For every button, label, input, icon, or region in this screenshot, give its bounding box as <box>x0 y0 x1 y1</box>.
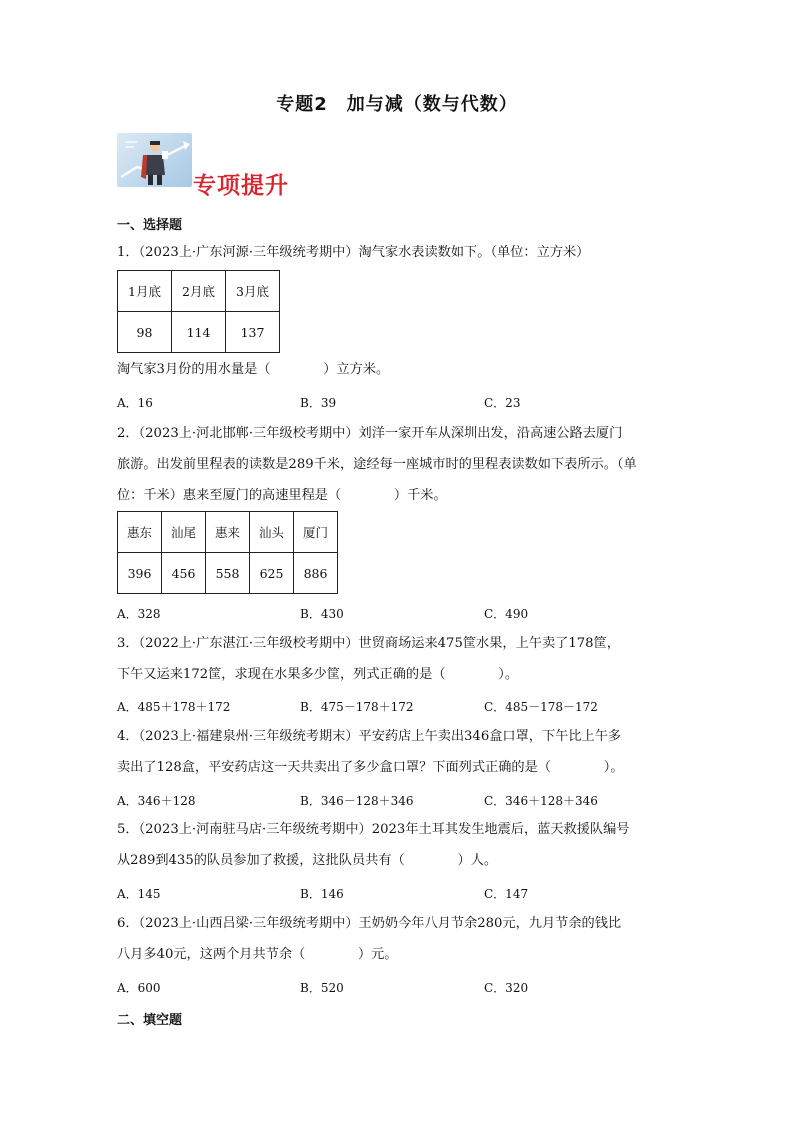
question-3-option-a[interactable]: A．485＋178＋172 <box>117 700 231 714</box>
table-header-cell: 厦门 <box>294 512 338 553</box>
question-6-text-line-1: 6．（2023上·山西吕梁·三年级统考期中）王奶奶今年八月节余280元，九月节余的钱比 <box>117 916 622 931</box>
question-3-option-c[interactable]: C．485－178－172 <box>484 700 598 714</box>
question-2-text-line-3: 位：千米）惠来至厦门的高速里程是（ ）千米。 <box>117 488 447 503</box>
question-5-option-c[interactable]: C．147 <box>484 887 529 901</box>
table-cell: 886 <box>294 553 338 594</box>
question-5-text-line-1: 5．（2023上·河南驻马店·三年级统考期中）2023年土耳其发生地震后，蓝天救援队编号 <box>117 822 630 837</box>
question-4-text-line-2: 卖出了128盒，平安药店这一天共卖出了多少盒口罩？下面列式正确的是（ ）。 <box>117 760 624 775</box>
question-3-text-line-1: 3．（2022上·广东湛江·三年级校考期中）世贸商场运来475筐水果，上午卖了178筐， <box>117 636 620 651</box>
table-header-cell: 惠来 <box>206 512 250 553</box>
question-1-text: 1．（2023上·广东河源·三年级统考期中）淘气家水表读数如下。（单位：立方米） <box>117 245 590 260</box>
page-title: 专题2 加与减（数与代数） <box>276 94 518 115</box>
table-cell: 396 <box>118 553 162 594</box>
question-4-text-line-1: 4．（2023上·福建泉州·三年级统考期末）平安药店上午卖出346盒口罩，下午比上午多 <box>117 729 622 744</box>
question-1-option-b[interactable]: B．39 <box>300 396 337 410</box>
table-header-cell: 3月底 <box>226 271 280 312</box>
table-cell: 114 <box>172 312 226 353</box>
table-cell: 625 <box>250 553 294 594</box>
table-header-cell: 惠东 <box>118 512 162 553</box>
section-banner <box>117 133 317 199</box>
question-3-text-line-2: 下午又运来172筐，求现在水果多少筐，列式正确的是（ ）。 <box>117 667 519 682</box>
table-row <box>118 553 338 594</box>
section-heading-choice: 一、选择题 <box>117 218 183 233</box>
question-6-option-b[interactable]: B．520 <box>300 981 344 995</box>
table-row <box>118 512 338 553</box>
question-6-option-a[interactable]: A．600 <box>117 981 161 995</box>
section-heading-fill-in: 二、填空题 <box>117 1013 183 1028</box>
table-header-cell: 1月底 <box>118 271 172 312</box>
question-2-text-line-1: 2．（2023上·河北邯郸·三年级校考期中）刘洋一家开车从深圳出发，沿高速公路去厦门 <box>117 426 623 441</box>
question-2-option-c[interactable]: C．490 <box>484 607 529 621</box>
banner-label: 专项提升 <box>193 172 289 199</box>
question-5-option-a[interactable]: A．145 <box>117 887 161 901</box>
question-1-option-c[interactable]: C．23 <box>484 396 521 410</box>
table-header-cell: 汕头 <box>250 512 294 553</box>
table-cell: 98 <box>118 312 172 353</box>
table-cell: 137 <box>226 312 280 353</box>
question-2-option-a[interactable]: A．328 <box>117 607 161 621</box>
question-4-option-c[interactable]: C．346＋128＋346 <box>484 794 598 808</box>
question-3-option-b[interactable]: B．475－178＋172 <box>300 700 414 714</box>
question-6-text-line-2: 八月多40元，这两个月共节余（ ）元。 <box>117 947 398 962</box>
question-1-option-a[interactable]: A．16 <box>117 396 153 410</box>
question-5-text-line-2: 从289到435的队员参加了救援，这批队员共有（ ）人。 <box>117 853 498 868</box>
table-row <box>118 271 280 312</box>
question-6-option-c[interactable]: C．320 <box>484 981 529 995</box>
table-cell: 456 <box>162 553 206 594</box>
question-2-text-line-2: 旅游。出发前里程表的读数是289千米，途经每一座城市时的里程表读数如下表所示。（单 <box>117 457 637 472</box>
teacher-illustration-icon <box>117 133 192 187</box>
question-4-option-b[interactable]: B．346－128＋346 <box>300 794 414 808</box>
teacher-figure-icon <box>117 133 192 187</box>
table-header-cell: 汕尾 <box>162 512 206 553</box>
question-4-option-a[interactable]: A．346＋128 <box>117 794 196 808</box>
question-5-option-b[interactable]: B．146 <box>300 887 344 901</box>
table-cell: 558 <box>206 553 250 594</box>
question-2-option-b[interactable]: B．430 <box>300 607 344 621</box>
table-header-cell: 2月底 <box>172 271 226 312</box>
question-2-table <box>117 511 338 594</box>
table-row <box>118 312 280 353</box>
question-1-table <box>117 270 280 353</box>
question-1-prompt: 淘气家3月份的用水量是（ ）立方米。 <box>117 362 390 377</box>
